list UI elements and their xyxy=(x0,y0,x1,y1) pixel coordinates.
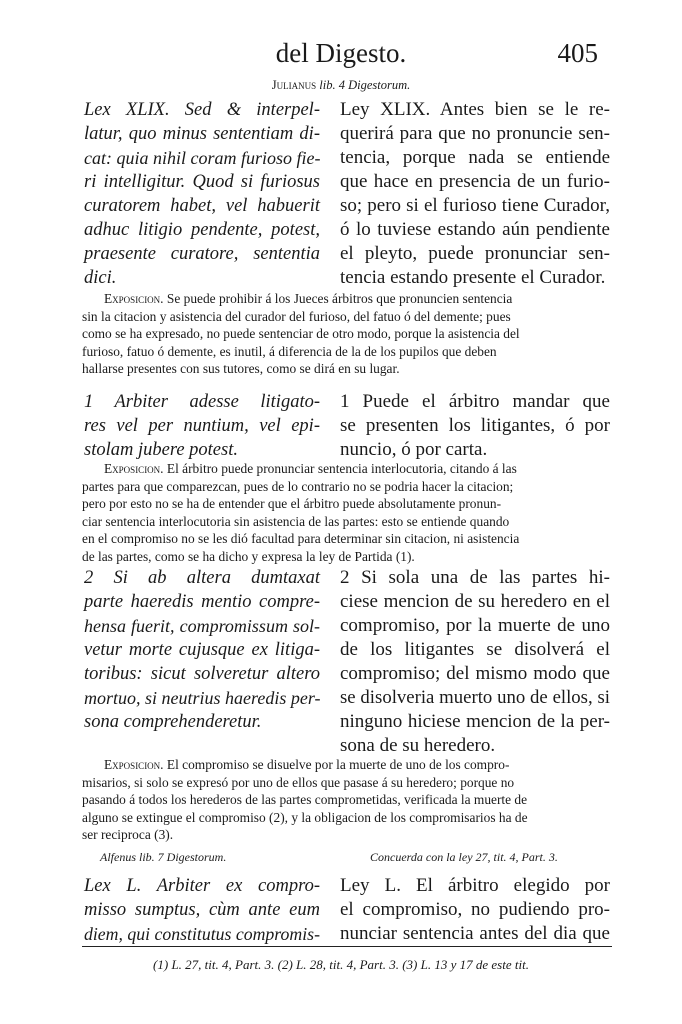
spanish-line: tencia estando presente el Curador. xyxy=(340,267,606,288)
exposicion-line: Se puede prohibir á los Jueces árbitros que pronuncien sentencia xyxy=(166,291,513,306)
spanish-line: so; pero si el furioso tiene Curador, xyxy=(340,195,610,216)
exposicion-line: furioso, fatuo ó demente, es inutil, á diferencia de la de los pupilos que deben xyxy=(82,343,497,359)
spanish-line: compromiso; del mismo modo que xyxy=(340,663,610,684)
latin-line: 1 Arbiter adesse litigato- xyxy=(84,392,320,412)
spanish-line: el pleyto, puede pronunciar sen- xyxy=(340,243,610,264)
section1-latin xyxy=(84,390,320,462)
exposicion-line: pasando á todos los herederos de las partes comprometidas, verificada la muerte de xyxy=(82,792,528,808)
exposicion-line: de las partes, como se ha dicho y expresa la ley de Partida (1). xyxy=(82,548,415,564)
latin-line: misso sumptus, cùm ante eum xyxy=(84,900,320,920)
subhead-author: Julianus xyxy=(271,78,317,92)
section1-exposicion xyxy=(82,460,612,566)
exposicion-line: como se ha expresado, no puede sentenciar de otro modo, porque la asistencia del xyxy=(82,326,520,342)
latin-line: 2 Si ab altera dumtaxat xyxy=(84,568,320,588)
lex50-latin xyxy=(84,874,320,946)
spanish-line: se presenten los litigantes, ó por xyxy=(340,415,610,436)
lex49-latin xyxy=(84,98,320,290)
section2-latin xyxy=(84,566,320,734)
lex50-concord-heading: Concuerda con la ley 27, tit. 4, Part. 3. xyxy=(370,850,558,864)
spanish-line: que hace en presencia de un furio- xyxy=(340,171,610,192)
latin-line: vetur morte cujusque ex litiga- xyxy=(84,640,320,660)
latin-line: dici. xyxy=(84,268,117,288)
exposicion-label: Exposicion. xyxy=(104,291,164,306)
spanish-line: el compromiso, no pudiendo pro- xyxy=(340,899,610,920)
exposicion-line: ciar sentencia interlocutoria sin asistencia de las partes: esto se entiende quando xyxy=(82,513,510,529)
footnote-rule xyxy=(82,946,612,947)
spanish-line: ó lo tuviese estando aún pendiente xyxy=(340,219,610,240)
spanish-line: se disolveria muerto uno de ellos, si xyxy=(340,687,610,708)
spanish-line: 1 Puede el árbitro mandar que xyxy=(340,391,610,412)
spanish-line: ninguno hiciese mencion de la per- xyxy=(340,711,610,732)
spanish-line: ciese mencion de su heredero en el xyxy=(340,591,610,612)
spanish-line: sona de su heredero. xyxy=(340,735,496,756)
footnotes: (1) L. 27, tit. 4, Part. 3. (2) L. 28, tit. 4, Part. 3. (3) L. 13 y 17 de este tit. xyxy=(153,957,529,972)
spanish-line: compromiso, por la muerte de uno xyxy=(340,615,610,636)
spanish-line: querirá para que no pronuncie sen- xyxy=(340,123,610,144)
lex50-author-heading: Alfenus lib. 7 Digestorum. xyxy=(100,850,227,864)
lex50-spanish xyxy=(340,874,610,946)
latin-line: res vel per nuntium, vel epi- xyxy=(84,416,320,436)
subhead-ref: lib. 4 Digestorum. xyxy=(319,78,411,92)
spanish-line: nuncio, ó por carta. xyxy=(340,439,488,460)
spanish-line: de los litigantes se disolverá el xyxy=(340,639,610,660)
exposicion-label: Exposicion. xyxy=(104,757,164,772)
latin-line: Lex L. Arbiter ex compro- xyxy=(84,876,320,896)
spanish-line: 2 Si sola una de las partes hi- xyxy=(340,567,610,588)
spanish-line: Ley L. El árbitro elegido por xyxy=(340,875,610,896)
latin-line: stolam jubere potest. xyxy=(84,440,238,460)
exposicion-line: ser reciproca (3). xyxy=(82,827,174,843)
latin-line: diem, qui constitutus compromis- xyxy=(84,924,320,944)
spanish-line: tencia, porque nada se entiende xyxy=(340,147,610,168)
exposicion-label: Exposicion. xyxy=(104,461,164,476)
section1-spanish xyxy=(340,390,610,462)
spanish-line: Ley XLIX. Antes bien se le re- xyxy=(340,99,610,120)
latin-line: cat: quia nihil coram furioso fie- xyxy=(84,148,321,168)
lex49-spanish xyxy=(340,98,610,290)
latin-line: praesente curatore, sententia xyxy=(84,244,320,264)
latin-line: hensa fuerit, compromissum sol- xyxy=(84,616,320,636)
exposicion-line: alguno se extingue el compromiso (2), y la obligacion de los compromisarios ha de xyxy=(82,809,528,825)
source-subheading xyxy=(0,78,682,93)
latin-line: curatorem habet, vel habuerit xyxy=(84,196,320,216)
latin-line: Lex XLIX. Sed & interpel- xyxy=(84,100,320,120)
latin-line: parte haeredis mentio compre- xyxy=(84,592,320,612)
exposicion-line: El compromiso se disuelve por la muerte de uno de los compro- xyxy=(166,757,510,772)
latin-line: mortuo, si neutrius haeredis per- xyxy=(84,688,321,708)
exposicion-line: partes para que comparezcan, pues de lo contrario no se podria hacer la citacion; xyxy=(82,478,514,494)
spanish-line: nunciar sentencia antes del dia que xyxy=(340,923,610,944)
latin-line: adhuc litigio pendente, potest, xyxy=(84,220,320,240)
section2-exposicion xyxy=(82,756,612,844)
exposicion-line: misarios, si solo se expresó por uno de ellos que pasase á su heredero; porque no xyxy=(82,774,515,790)
page-number: 405 xyxy=(557,38,598,68)
section2-spanish xyxy=(340,566,610,758)
exposicion-line: El árbitro puede pronunciar sentencia interlocutoria, citando á las xyxy=(166,461,517,476)
exposicion-line: en el compromiso no se les dió facultad para determinar sin citacion, ni asistencia xyxy=(82,531,520,547)
running-title: del Digesto. xyxy=(275,38,407,68)
latin-line: latur, quo minus sententiam di- xyxy=(84,124,320,144)
lex49-exposicion xyxy=(82,290,612,378)
exposicion-line: sin la citacion y asistencia del curador del furioso, del fatuo ó del demente; pues xyxy=(82,308,511,324)
latin-line: sona comprehenderetur. xyxy=(84,712,262,732)
exposicion-line: hallarse presentes con sus tutores, como se dirá en su lugar. xyxy=(82,361,400,377)
latin-line: ri intelligitur. Quod si furiosus xyxy=(84,172,320,192)
latin-line: toribus: sicut solveretur altero xyxy=(84,664,320,684)
exposicion-line: pero por esto no se ha de entender que el árbitro puede absolutamente pronun- xyxy=(82,496,502,512)
